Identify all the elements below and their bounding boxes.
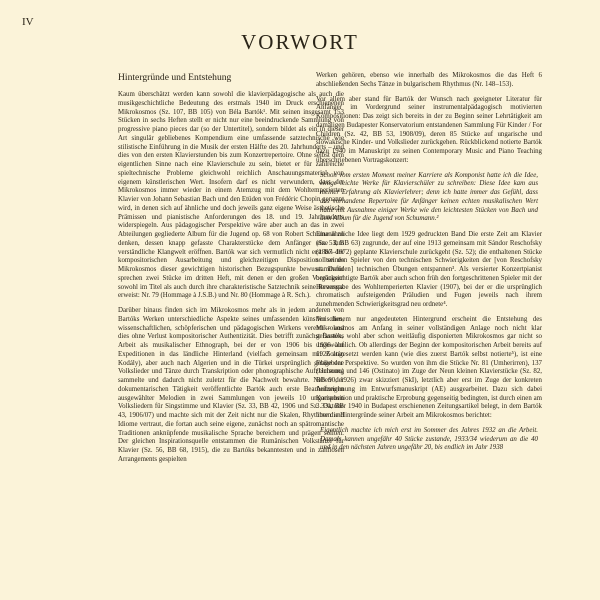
block-quote: Eigentlich machte ich mich erst im Sommer des Jahres 1932 an die Arbeit. Damals kannen ungefähr 40 Stücke zustande, 1933/34 wiederum an die 40 und in den nächsten Jahren ungefähr 20, bis endlich im Jahr 1938: [320, 426, 538, 452]
page-title: VORWORT: [241, 30, 359, 54]
paragraph: Vor allem aber stand für Bartók der Wunsch nach geeigneter Literatur für Anfänger im Vordergrund seiner instrumentalpädagogisch motivierten Kompositionen: Das zeigt sich bereits in der zu Beginn seiner Lehrtätigkeit am damaligen Budapester Konservatorium entstandenen Sammlung Für Kinder / For Children (Sz. 42, BB 53, 1908/09), deren 85 Stücke auf ungarische und slowakische Kinder- und Volkslieder zurückgehen. Rückblickend notierte Bartók dazu 1940 im Manuskript zu seinen Contemporary Music and Piano Teaching überschriebenen Vortragskonzert:: [316, 95, 542, 164]
paragraph: Werken gehören, ebenso wie innerhalb des Mikrokosmos die das Heft 6 abschließenden Sechs Tänze in bulgarischem Rhythmus (Nr. 148–153).: [316, 72, 542, 88]
left-column: [118, 72, 344, 471]
page-number: IV: [22, 16, 34, 28]
block-quote: Schon vom ersten Moment meiner Karriere als Komponist hatte ich die Idee, einige leichte Werke für Klavierschüler zu schreiben: Diese Idee kam aus meiner Erfahrung als Klavierlehrer; denn ich hatte immer das Gefühl, dass das vorhandene Repertoire für Anfänger keinen echten musikalischen Wert hatte mit Ausnahme einiger Werke wie den leichtesten Stücken von Bach und dem Album für die Jugend von Schumann.²: [320, 171, 538, 223]
paragraph: Vor diesem nur angedeuteten Hintergrund erscheint die Entstehung des Mikrokosmos am Anfang in seiner vollständigen Anlage noch nicht klar gefassten, wohl aber schon weitläufig disponierten Mikrokosmos gar nicht so ungewöhnlich. Ob allerdings der Beginn der kompositorischen Arbeit bereits auf 1926 angesetzt werden kann (wie dies zuerst Bartók selbst notierte⁵), ist eine Frage der Perspektive. So wurden von ihm die Stücke Nr. 81 (Umherirren), 137 (Unisono) und 146 (Ostinato) im Zuge der Neun kleinen Klavierstücke (Sz. 82, BB 90, 1926) zwar skizziert (SkI), letztlich aber erst im Zuge der konkreten Aufzeichnung im Entwurfsmanuskript (AE) ausgearbeitet. Dazu sich dabei Komposition und praktische Erprobung gegenseitig bedingten, ist durch einen am 3. Oktober 1940 in Budapest erschienenen Zeitungsartikel belegt, in dem Bartók über die Hintergründe seiner Arbeit am Mikrokosmos berichtet:: [316, 315, 542, 419]
right-column: [316, 72, 542, 460]
paragraph: Kaum überschätzt werden kann sowohl die klavierpädagogische als auch die musikgeschichtliche Bedeutung des erstmals 1940 im Druck erschienenen Mikrokosmos (Sz. 107, BB 105) von Béla Bartók¹. Mit seinen insgesamt 153 Stücken in sechs Heften stellt er nicht nur eine beeindruckende Sammlung von progressive piano pieces dar (so der Untertitel), sondern bildet als ein in dieser Art singulär gebliebenes Kompendium eine umfassende satztechnische wie stilistische Einführung in die Musik der ersten Hälfte des 20. Jahrhunderts – und dies von den ersten Klavierstunden bis zum Konzertrepertoire. Ohne selbst dem eigentlichen Sinne nach eine Klavierschule zu sein, bietet er für zahlreiche spieltechnische Probleme gleichwohl reichlich Anschauungsmaterial von eigenem künstlerischen Wert. Insofern darf es nicht verwundern, dass der Mikrokosmos immer wieder in einem Atemzug mit dem Wohltemperierten Klavier von Johann Sebastian Bach und den Etüden von Frédéric Chopin genannt wird, in denen sich auf ähnliche und doch jeweils ganz eigene Weise ästhetische Prämissen und pianistische Anforderungen des 18. und 19. Jahrhunderts widerspiegeln. Aus pädagogischer Perspektive wäre aber auch an das in zwei Abteilungen gegliederte Album für die Jugend op. 68 von Robert Schumann zu denken, dessen knapp gefasste Charakterstücke dem Anfänger eine ihm verständliche Klangwelt eröffnen. Bartók war sich vermutlich nicht erst bei der kompositorischen Ausarbeitung und gleichzeitigen Disposition seines Mikrokosmos dieser gewichtigen historischen Bezugspunkte bewusst. Dafür sprechen zwei Stücke im dritten Heft, mit denen er den großen Vorgängern sowohl im Titel als auch durch ihre charakteristische Satztechnik seine Reverenz erweist: Nr. 79 (Hommage à J.S.B.) und Nr. 80 (Hommage à R. Sch.).: [118, 91, 344, 300]
paragraph: Darüber hinaus finden sich im Mikrokosmos mehr als in jedem anderen von Bartóks Werken unterschiedliche Aspekte seines umfassenden künstlerischen, wissenschaftlichen, schöpferischen und pädagogischen Wirkens vereint – und dies ohne Verlust kompositorischer Authentizität. Dies betrifft zunächst Bartóks Arbeit als musikalischer Ethnograph, bei der er von 1906 bis 1936 auf Expeditionen in das ländliche Hinterland (vielfach gemeinsam mit Zoltán Kodály), aber auch nach Algerien und in die Türkei ursprünglich gebliebene Volkslieder und Tänze durch Transkription oder phonographische Aufzeichnung sammelte und dadurch nicht zuletzt für die Nachwelt bewahrte. Neben der dokumentarischen Tätigkeit veröffentlichte Bartók auch erste Bearbeitungen ausgewählter Melodien in zwei Sammlungen von jeweils 10 ungarischen Volksliedern für Singstimme und Klavier (Sz. 33, BB 42, 1906 und Sz. 33a, BB 43, 1906/07) und machte sich mit der Zeit nicht nur die Skalen, Rhythmen und Idiome vertraut, die fortan auch seine eigene, zunächst noch an spätromantische Traditionen anknüpfende musikalische Sprache bereichern und prägen sollten. Der gleichen Inspirationsquelle entstammen die Rumänischen Volkstänze für Klavier (Sz. 56, BB 68, 1915), die zu Bartóks bekanntesten und in zahllosen Arrangements gespielten: [118, 307, 344, 463]
section-heading: Hintergründe und Entstehung: [118, 72, 232, 83]
paragraph: Eine ähnliche Idee liegt dem 1929 gedruckten Band Die erste Zeit am Klavier (Sz. 53, BB 63) zugrunde, der auf eine 1913 gemeinsam mit Sándor Reschofsky (1887–1972) geplante Klavierschule zurückgeht (Sz. 52); die enthaltenen Stücke sollten den Spieler von den technischen Schwierigkeiten der [von Reschofsky stammenden] technischen Übungen entspannen³. Als versierter Konzertpianist berücksichtigte Bartók aber auch schon früh den fortgeschrittenen Spieler mit der Herausgabe des Wohltemperierten Klavier (1907), bei der er die ursprünglich chromatisch aufsteigenden Präludien und Fugen jeweils nach ihrem zunehmenden Schwierigkeitsgrad neu ordnete⁴.: [316, 231, 542, 308]
